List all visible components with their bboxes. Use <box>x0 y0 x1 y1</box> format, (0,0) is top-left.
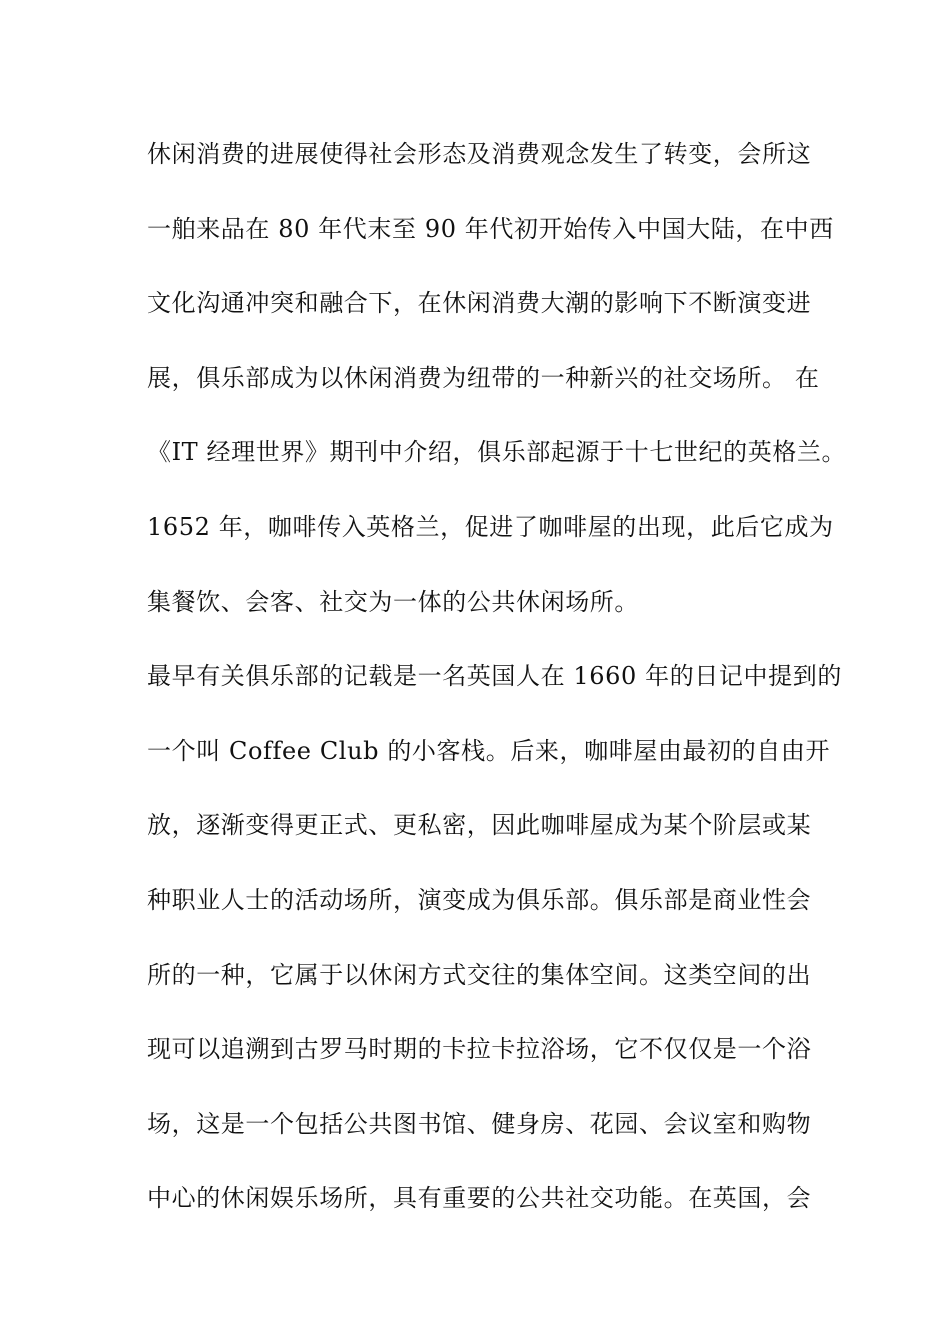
text-line-11: 种职业人士的活动场所，演变成为俱乐部。俱乐部是商业性会 <box>147 885 812 914</box>
body-text <box>147 134 847 1253</box>
text-line-13: 现可以追溯到古罗马时期的卡拉卡拉浴场，它不仅仅是一个浴 <box>147 1035 812 1064</box>
text-line-8: 最早有关俱乐部的记载是一名英国人在 1660 年的日记中提到的 <box>147 662 842 691</box>
text-line-6: 1652 年，咖啡传入英格兰，促进了咖啡屋的出现，此后它成为 <box>147 512 834 541</box>
text-line-12: 所的一种，它属于以休闲方式交往的集体空间。这类空间的出 <box>147 960 812 989</box>
text-line-7: 集餐饮、会客、社交为一体的公共休闲场所。 <box>147 587 639 616</box>
text-line-5: 《IT 经理世界》期刊中介绍，俱乐部起源于十七世纪的英格兰。 <box>147 438 847 467</box>
text-line-15: 中心的休闲娱乐场所，具有重要的公共社交功能。在英国，会 <box>147 1184 812 1213</box>
text-line-14: 场，这是一个包括公共图书馆、健身房、花园、会议室和购物 <box>147 1109 812 1138</box>
text-line-1: 休闲消费的进展使得社会形态及消费观念发生了转变，会所这 <box>147 140 812 168</box>
text-line-10: 放，逐渐变得更正式、更私密，因此咖啡屋成为某个阶层或某 <box>147 811 812 840</box>
text-line-3: 文化沟通冲突和融合下，在休闲消费大潮的影响下不断演变进 <box>147 289 812 318</box>
text-line-2: 一舶来品在 80 年代末至 90 年代初开始传入中国大陆，在中西 <box>147 214 834 243</box>
text-line-4: 展，俱乐部成为以休闲消费为纽带的一种新兴的社交场所。 在 <box>147 363 820 392</box>
text-line-9: 一个叫 Coffee Club 的小客栈。后来，咖啡屋由最初的自由开 <box>147 736 831 765</box>
